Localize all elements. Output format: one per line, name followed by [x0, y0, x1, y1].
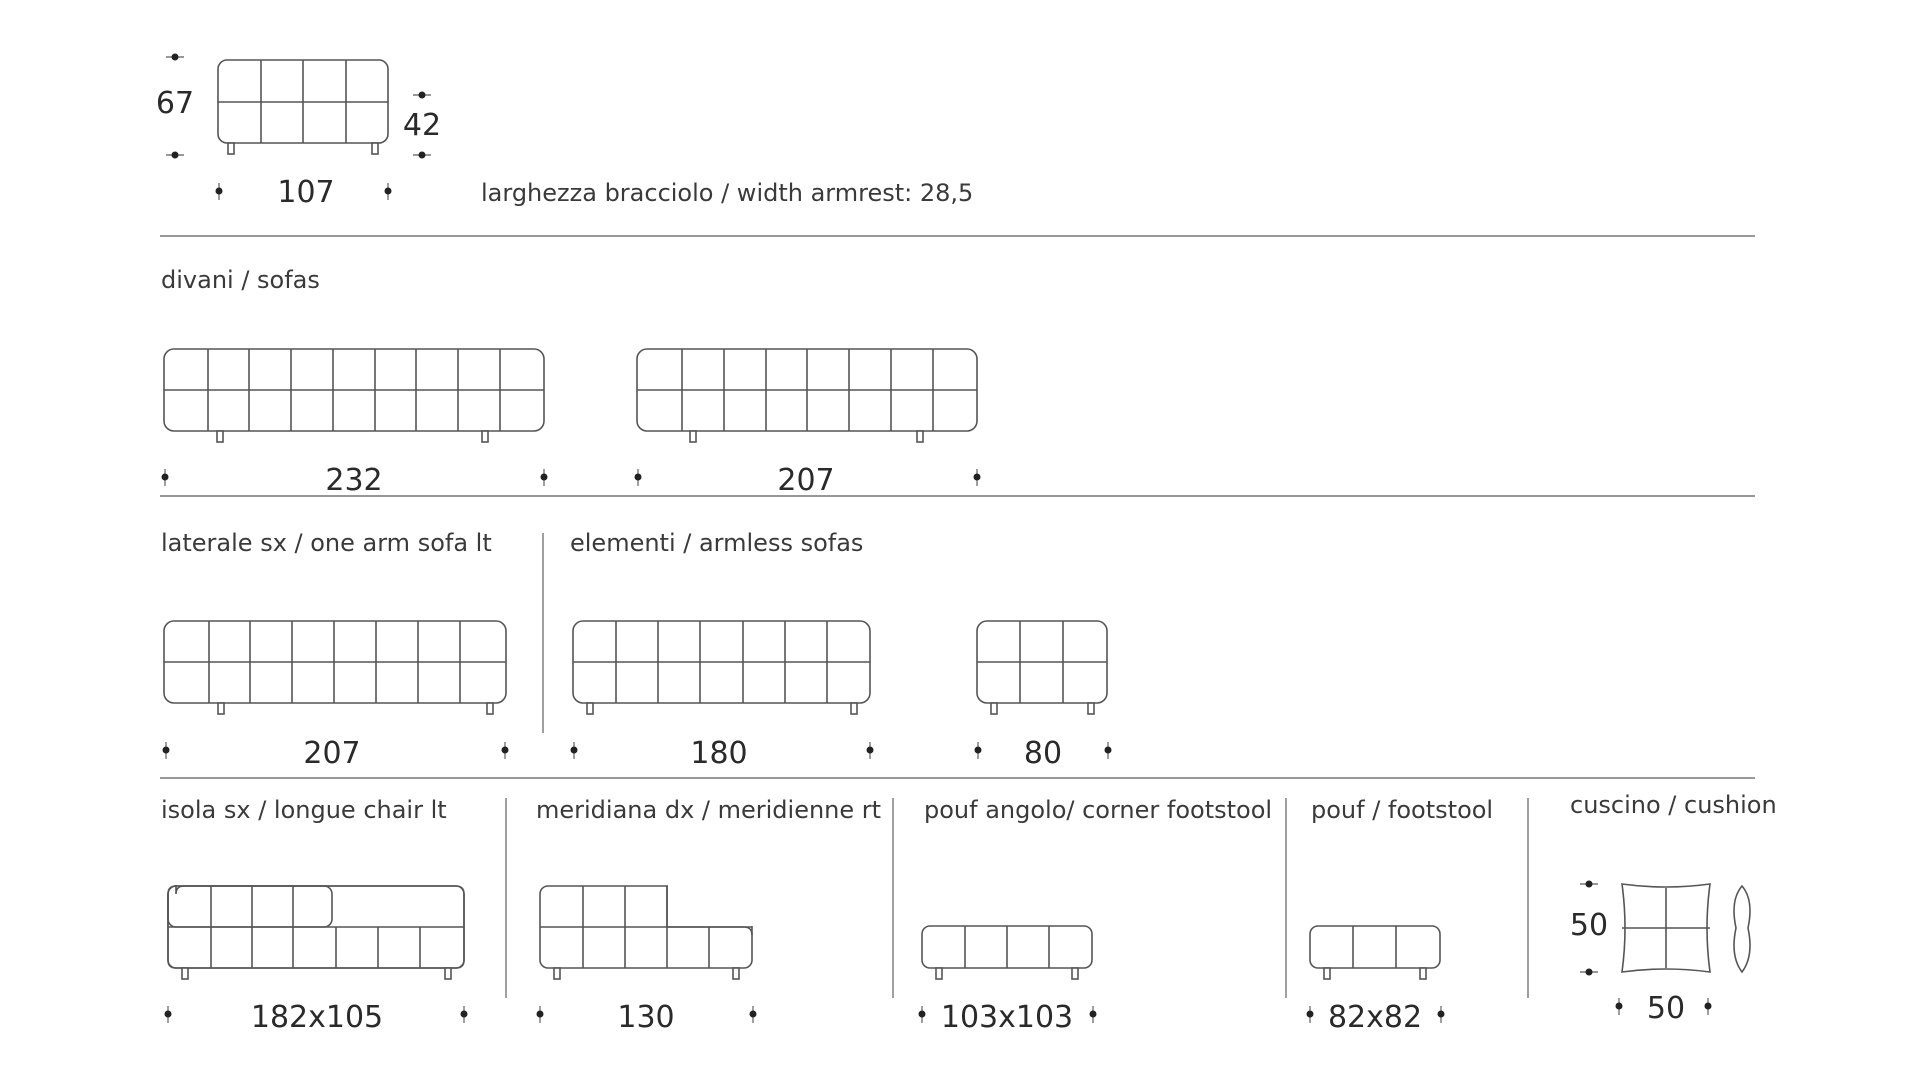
armchair-drawing — [218, 60, 388, 154]
corner-footstool-drawing — [922, 926, 1092, 979]
section-armless: elementi / armless sofas — [570, 529, 864, 557]
cushion-width: 50 — [1646, 991, 1686, 1026]
footstool-drawing — [1310, 926, 1440, 979]
one-arm-sofa-drawing — [164, 621, 506, 714]
footstool-size: 82x82 — [1327, 1000, 1423, 1035]
armless-80-drawing — [977, 621, 1107, 714]
sofa-232-width: 232 — [325, 463, 383, 498]
armless-180-drawing — [573, 621, 870, 714]
sofa-207-drawing — [637, 349, 977, 442]
armchair-height: 67 — [155, 86, 195, 121]
section-sofas: divani / sofas — [161, 266, 320, 294]
armrest-note: larghezza bracciolo / width armrest: 28,5 — [481, 179, 974, 207]
sofa-207-width: 207 — [777, 463, 835, 498]
one-arm-width: 207 — [303, 736, 361, 771]
section-cushion: cuscino / cushion — [1570, 791, 1777, 819]
cushion-height: 50 — [1569, 908, 1609, 943]
armchair-width: 107 — [277, 175, 335, 210]
armless-80-width: 80 — [1023, 736, 1063, 771]
section-meridienne: meridiana dx / meridienne rt — [536, 796, 882, 824]
section-longue: isola sx / longue chair lt — [161, 796, 447, 824]
section-one-arm: laterale sx / one arm sofa lt — [161, 529, 492, 557]
armchair-seat-height: 42 — [402, 108, 442, 143]
armless-180-width: 180 — [690, 736, 748, 771]
meridienne-width: 130 — [617, 1000, 675, 1035]
section-footstool: pouf / footstool — [1311, 796, 1494, 824]
longue-chair-drawing — [168, 885, 464, 979]
longue-size: 182x105 — [250, 1000, 384, 1035]
cushion-drawing — [1622, 884, 1750, 972]
sofa-232-drawing — [164, 349, 544, 442]
meridienne-drawing — [540, 884, 754, 979]
corner-footstool-size: 103x103 — [940, 1000, 1074, 1035]
section-corner-footstool: pouf angolo/ corner footstool — [924, 796, 1273, 824]
